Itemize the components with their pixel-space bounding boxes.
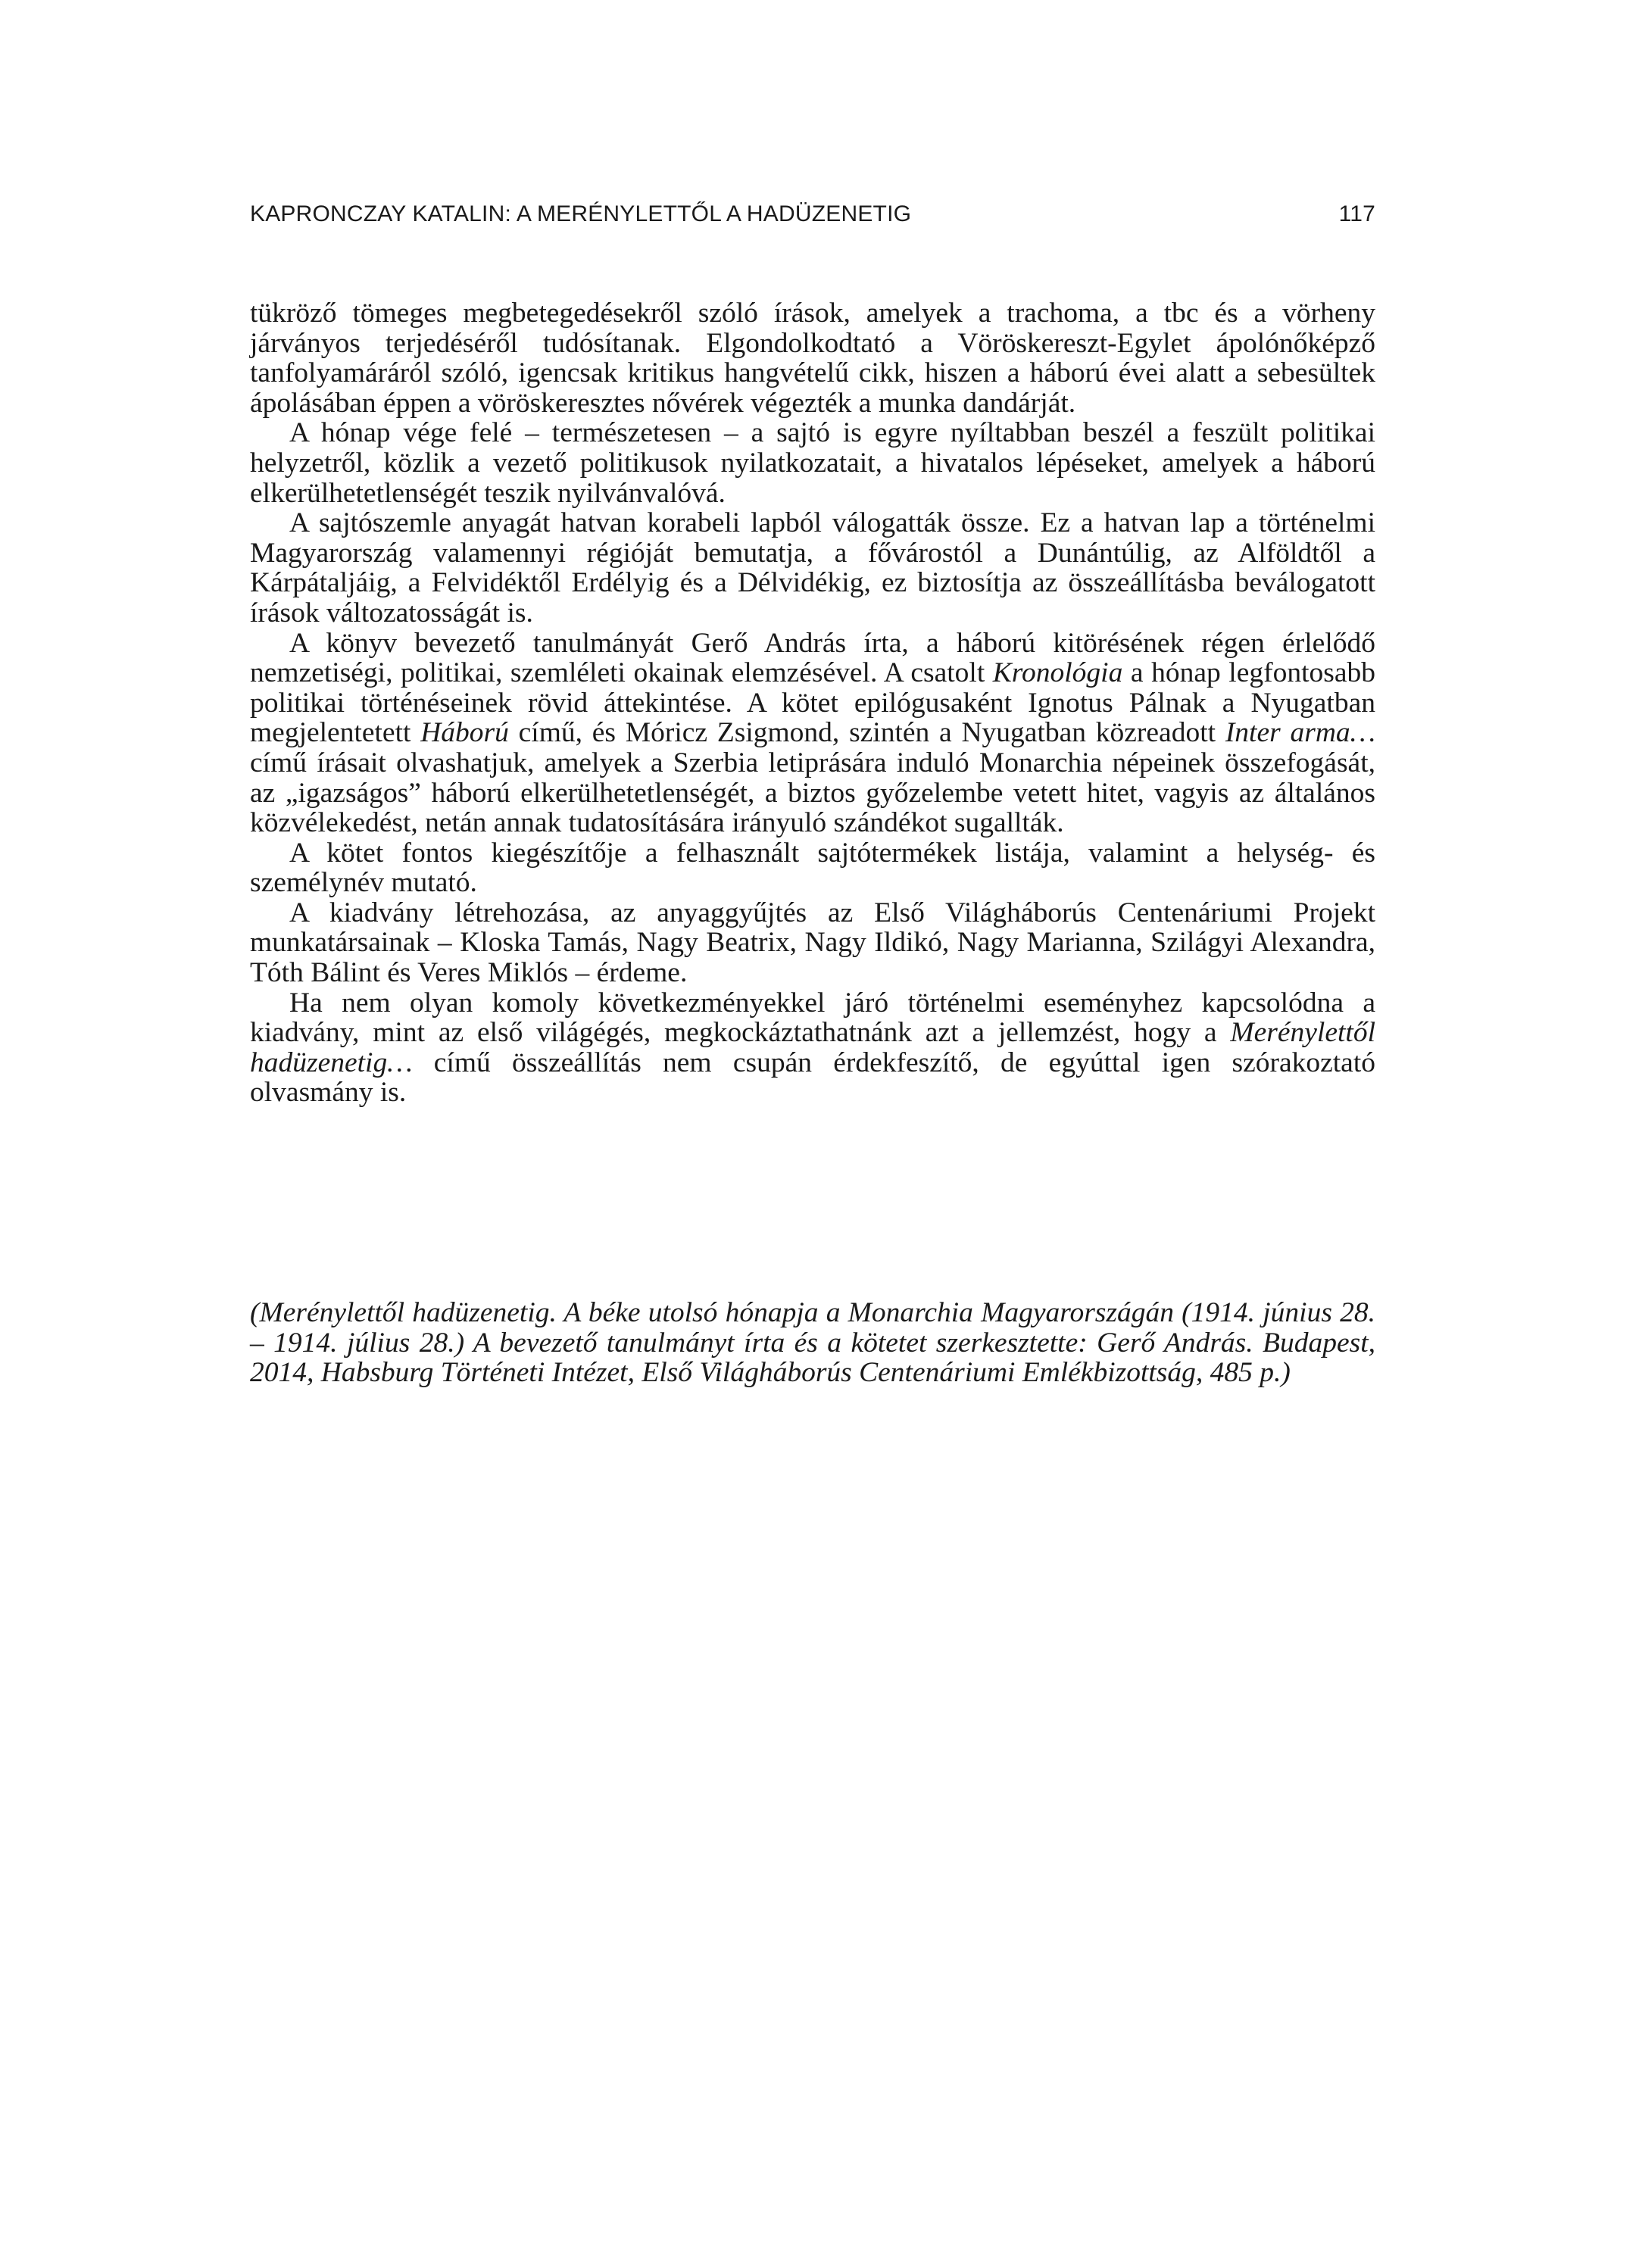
paragraph-6: A kiadvány létrehozása, az anyaggyűjtés az Első Világháborús Centenáriumi Projekt munkatársainak – Kloska Tamás, Nagy Beatrix, Nagy Ildikó, Nagy Marianna, Szilágyi Alexandra, Tóth Bálint és Veres Miklós – érdeme. [250, 897, 1375, 989]
paragraph-5: A kötet fontos kiegészítője a felhasznált sajtótermékek listája, valamint a helység- és személynév mutató. [250, 837, 1375, 899]
running-header [250, 201, 1375, 227]
paragraph-3: A sajtószemle anyagát hatvan korabeli lapból válogatták össze. Ez a hatvan lap a történelmi Magyarország valamennyi régióját bemutatja, a fővárostól a Dunántúlig, az Alföldtől a Kárpátaljáig, a Felvidéktől Erdélyig és a Délvidékig, ez biztosítja az összeállításba beválogatott írások változatosságát is. [250, 507, 1375, 629]
paragraph-4-text-c: című, és Móricz Zsigmond, szintén a Nyugatban közreadott [508, 717, 1225, 749]
page-number: 117 [1338, 201, 1375, 226]
title-merenylettol: Merénylettől hadüzenetig… [250, 1017, 1375, 1078]
paragraph-7-text-a: Ha nem olyan komoly következményekkel járó történelmi eseményhez kapcsolódna a kiadvány, mint az első világégés, megkockáztathatnánk azt a jellemzést, hogy a [250, 987, 1375, 1049]
running-title: KAPRONCZAY KATALIN: A MERÉNYLETTŐL A HADÜZENETIG [250, 201, 912, 226]
paragraph-4 [250, 629, 1375, 838]
article-body [250, 298, 1375, 1108]
paragraph-2: A hónap vége felé – természetesen – a sajtó is egyre nyíltabban beszél a feszült politikai helyzetről, közlik a vezető politikusok nyilatkozatait, a hivatalos lépéseket, amelyek a háború elkerülhetetlenségét teszik nyilvánvalóvá. [250, 417, 1375, 509]
title-kronologia: Kronológia [992, 657, 1123, 689]
title-haboru: Háború [420, 717, 509, 749]
paragraph-4-text-a: A könyv bevezető tanulmányát Gerő András írta, a háború kitörésének régen érlelődő nemzetiségi, politikai, szemléleti okainak elemzésével. A csatolt [250, 627, 1375, 689]
paragraph-4-text-d: című írásait olvashatjuk, amelyek a Szerbia letiprására induló Monarchia népeinek összefogását, az „igazságos” háború elkerülhetetlenségét, a biztos győzelembe vetett hitet, vagyis az általános közvélekedést, netán annak tudatosítására irányuló szándékot sugallták. [250, 747, 1375, 839]
paragraph-7 [250, 988, 1375, 1108]
title-inter-arma: Inter arma… [1225, 717, 1375, 749]
paragraph-7-text-b: című összeállítás nem csupán érdekfeszítő, de egyúttal igen szórakoztató olvasmány is. [250, 1047, 1375, 1109]
paragraph-1: tükröző tömeges megbetegedésekről szóló írások, amelyek a trachoma, a tbc és a vörheny járványos terjedéséről tudósítanak. Elgondolkodtató a Vöröskereszt-Egylet ápolónőképző tanfolyamáráról szóló, igencsak kritikus hangvételű cikk, hiszen a háború évei alatt a sebesültek ápolásában éppen a vöröskeresztes nővérek végezték a munka dandárját. [250, 298, 1375, 419]
bibliographic-citation: (Merénylettől hadüzenetig. A béke utolsó hónapja a Monarchia Magyarországán (1914. június 28. – 1914. július 28.) A bevezető tanulmányt írta és a kötetet szerkesztette: Gerő András. Budapest, 2014, Habsburg Történeti Intézet, Első Világháborús Centenáriumi Emlékbizottság, 485 p.) [250, 1297, 1375, 1389]
paragraph-4-text-b: a hónap legfontosabb politikai történéseinek rövid áttekintése. A kötet epilógusaként Ignotus Pálnak a Nyugatban megjelentetett [250, 657, 1375, 749]
